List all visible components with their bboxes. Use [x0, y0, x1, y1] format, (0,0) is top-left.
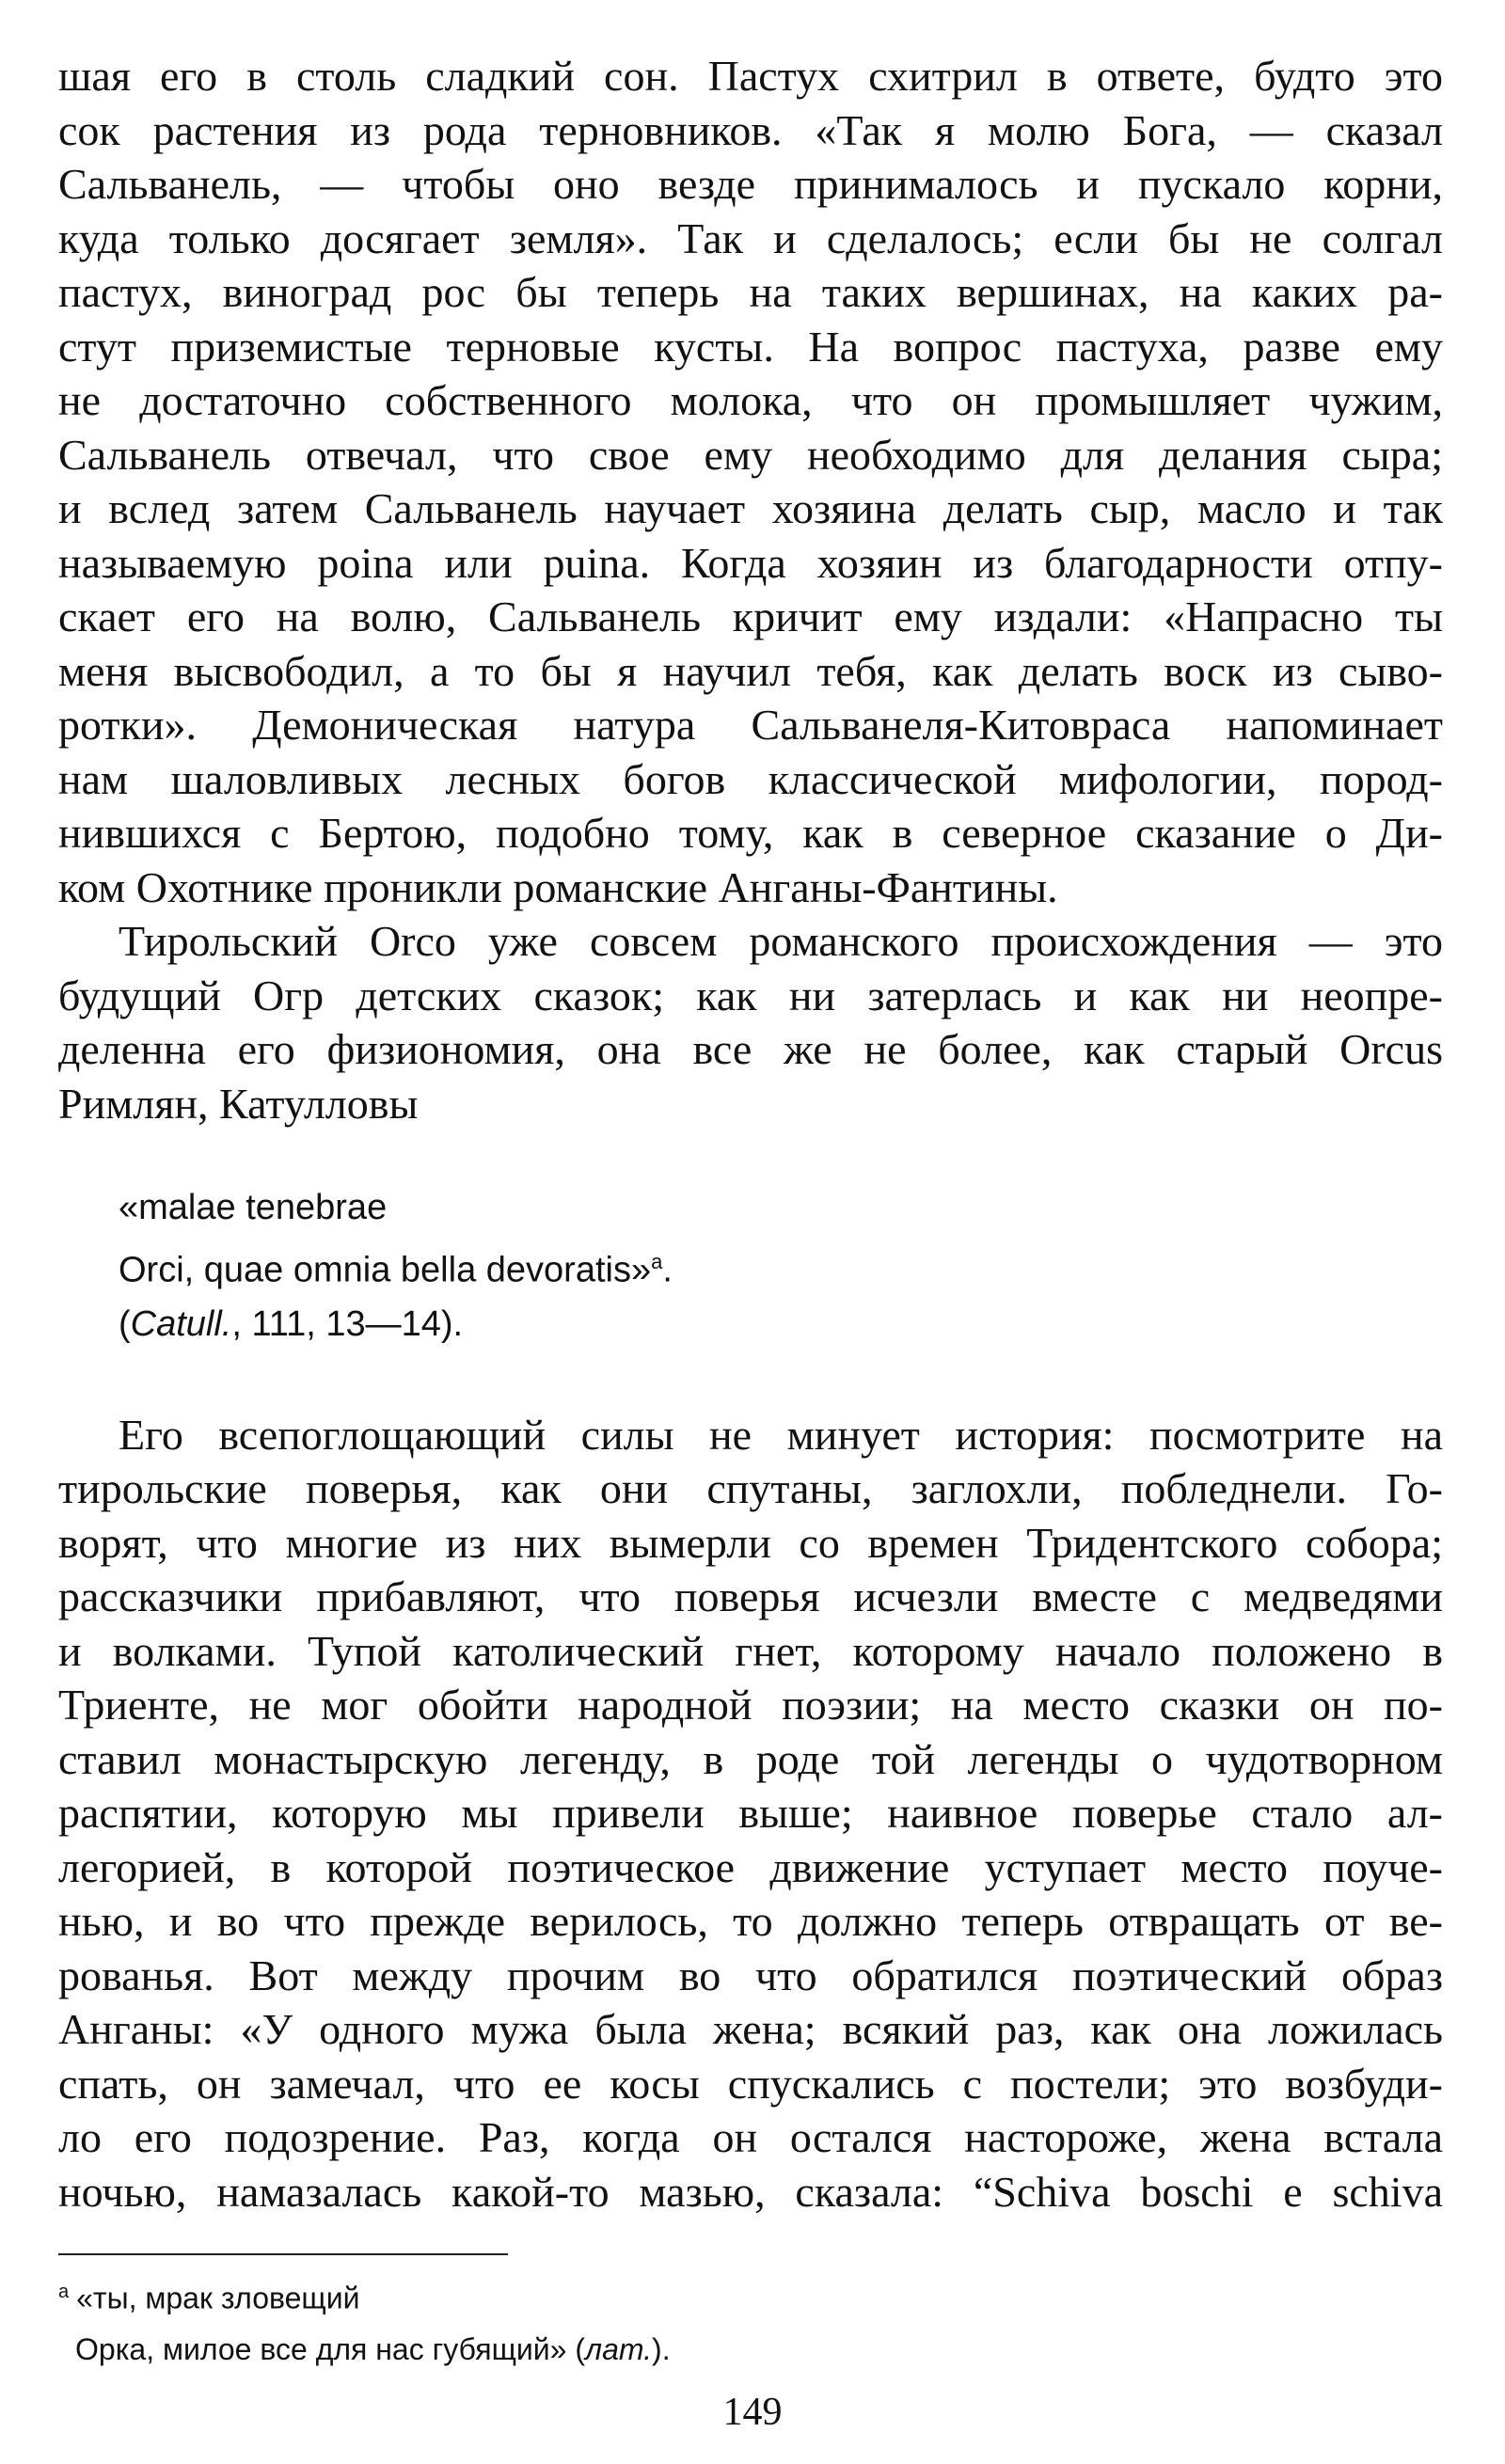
text-line: тирольские поверья, как они спутаны, заглохли, побледнели. Го- — [58, 1464, 1443, 1513]
paragraph-2 — [58, 914, 1443, 1130]
spacer — [58, 1351, 1443, 1408]
text-line: нам шаловливых лесных богов классической мифологии, пород- — [58, 754, 1443, 803]
text-line: распятии, которую мы привели выше; наивное поверье стало ал- — [58, 1789, 1443, 1838]
text-line: рованья. Вот между прочим во что обратился поэтический образ — [58, 1951, 1443, 1999]
footnote-text: «ты, мрак зловещий — [76, 2281, 360, 2315]
footnote-marker: a — [58, 2282, 70, 2302]
quote-line-text: Orci, quae omnia bella devoratis» — [119, 1250, 652, 1290]
text-line: стут приземистые терновые кусты. На вопрос пастуха, разве ему — [58, 322, 1443, 371]
quote-line-end: . — [662, 1250, 673, 1290]
text-line: куда только досягает земля». Так и сделалось; если бы не солгал — [58, 213, 1443, 262]
text-line: Триенте, не мог обойти народной поэзии; на место сказки он по- — [58, 1681, 1443, 1730]
text-line: будущий Огр детских сказок; как ни затерлась и как ни неопре- — [58, 971, 1443, 1019]
footnote-ref: a — [651, 1250, 663, 1273]
footnote-text: Орка, милое все для нас губящий» ( — [75, 2331, 586, 2366]
source-rest: , 111, 13—14). — [231, 1303, 464, 1344]
text-line: называемую poina или puina. Когда хозяин из благодарности отпу- — [58, 538, 1443, 587]
text-line: сок растения из рода терновников. «Так я молю Бога, — сказал — [58, 105, 1443, 154]
text-line: шая его в столь сладкий сон. Пастух схитрил в ответе, будто это — [58, 52, 1443, 100]
text-line: пастух, виноград рос бы теперь на таких вершинах, на каких ра- — [58, 268, 1443, 316]
text-line: ротки». Демоническая натура Сальванеля-Китовраса напоминает — [58, 701, 1443, 749]
text-line: ком Охотнике проникли романские Анганы-Фантины. — [58, 862, 1058, 911]
paragraph-1 — [58, 49, 1443, 914]
text-line: ло его подозрение. Раз, когда он остался настороже, жена встала — [58, 2113, 1443, 2162]
text-line: нившихся с Бертою, подобно тому, как в северное сказание о Ди- — [58, 809, 1443, 857]
source-open: ( — [119, 1303, 131, 1344]
latin-quote — [119, 1181, 1443, 1351]
footnote-lang: лат. — [585, 2331, 653, 2366]
page-number: 149 — [722, 2391, 783, 2434]
text-line: нью, и во что прежде верилось, то должно теперь отвращать от ве- — [58, 1897, 1443, 1946]
text-line: рассказчики прибавляют, что поверья исчезли вместе с медведями — [58, 1572, 1443, 1621]
text-line: деленна его физиономия, она все же не более, как старый Orcus — [58, 1025, 1443, 1073]
footnote-line — [58, 2324, 671, 2375]
footnote — [58, 2267, 671, 2375]
text-line: ночью, намазалась какой-то мазью, сказала: “Schiva boschi e schiva — [58, 2167, 1443, 2216]
text-line: легорией, в которой поэтическое движение уступает место поуче- — [58, 1842, 1443, 1891]
text-line: ставил монастырскую легенду, в роде той легенды о чудотворном — [58, 1734, 1443, 1783]
text-line: Римлян, Катулловы — [58, 1079, 419, 1128]
text-line: Сальванель отвечал, что свое ему необходимо для делания сыра; — [58, 430, 1443, 479]
text-line: ворят, что многие из них вымерли со времен Тридентского собора; — [58, 1518, 1443, 1567]
footnote-divider — [58, 2253, 508, 2255]
text-line: и вслед затем Сальванель научает хозяина делать сыр, масло и так — [58, 484, 1443, 532]
text-line: Его всепоглощающий силы не минует история: посмотрите на — [119, 1410, 1443, 1459]
quote-source — [119, 1298, 1443, 1351]
quote-line — [119, 1235, 1443, 1298]
quote-line: «malae tenebrae — [119, 1188, 388, 1227]
text-line: и волками. Тупой католический гнет, которому начало положено в — [58, 1626, 1443, 1675]
text-line: Сальванель, — чтобы оно везде принималось и пускало корни, — [58, 160, 1443, 208]
footnote-line — [58, 2267, 671, 2324]
text-line: скает его на волю, Сальванель кричит ему издали: «Напрасно ты — [58, 592, 1443, 640]
footnote-text-end: ). — [652, 2331, 671, 2366]
text-line: Тирольский Orco уже совсем романского происхождения — это — [119, 917, 1443, 965]
text-line: Анганы: «У одного мужа была жена; всякий раз, как она ложилась — [58, 2005, 1443, 2054]
text-line: спать, он замечал, что ее косы спускались с постели; это возбуди- — [58, 2059, 1443, 2108]
source-author: Catull. — [130, 1303, 232, 1344]
text-line: не достаточно собственного молока, что он промышляет чужим, — [58, 376, 1443, 424]
paragraph-3 — [58, 1408, 1443, 2219]
text-line: меня высвободил, а то бы я научил тебя, как делать воск из сыво- — [58, 646, 1443, 695]
page-body — [58, 49, 1443, 2219]
